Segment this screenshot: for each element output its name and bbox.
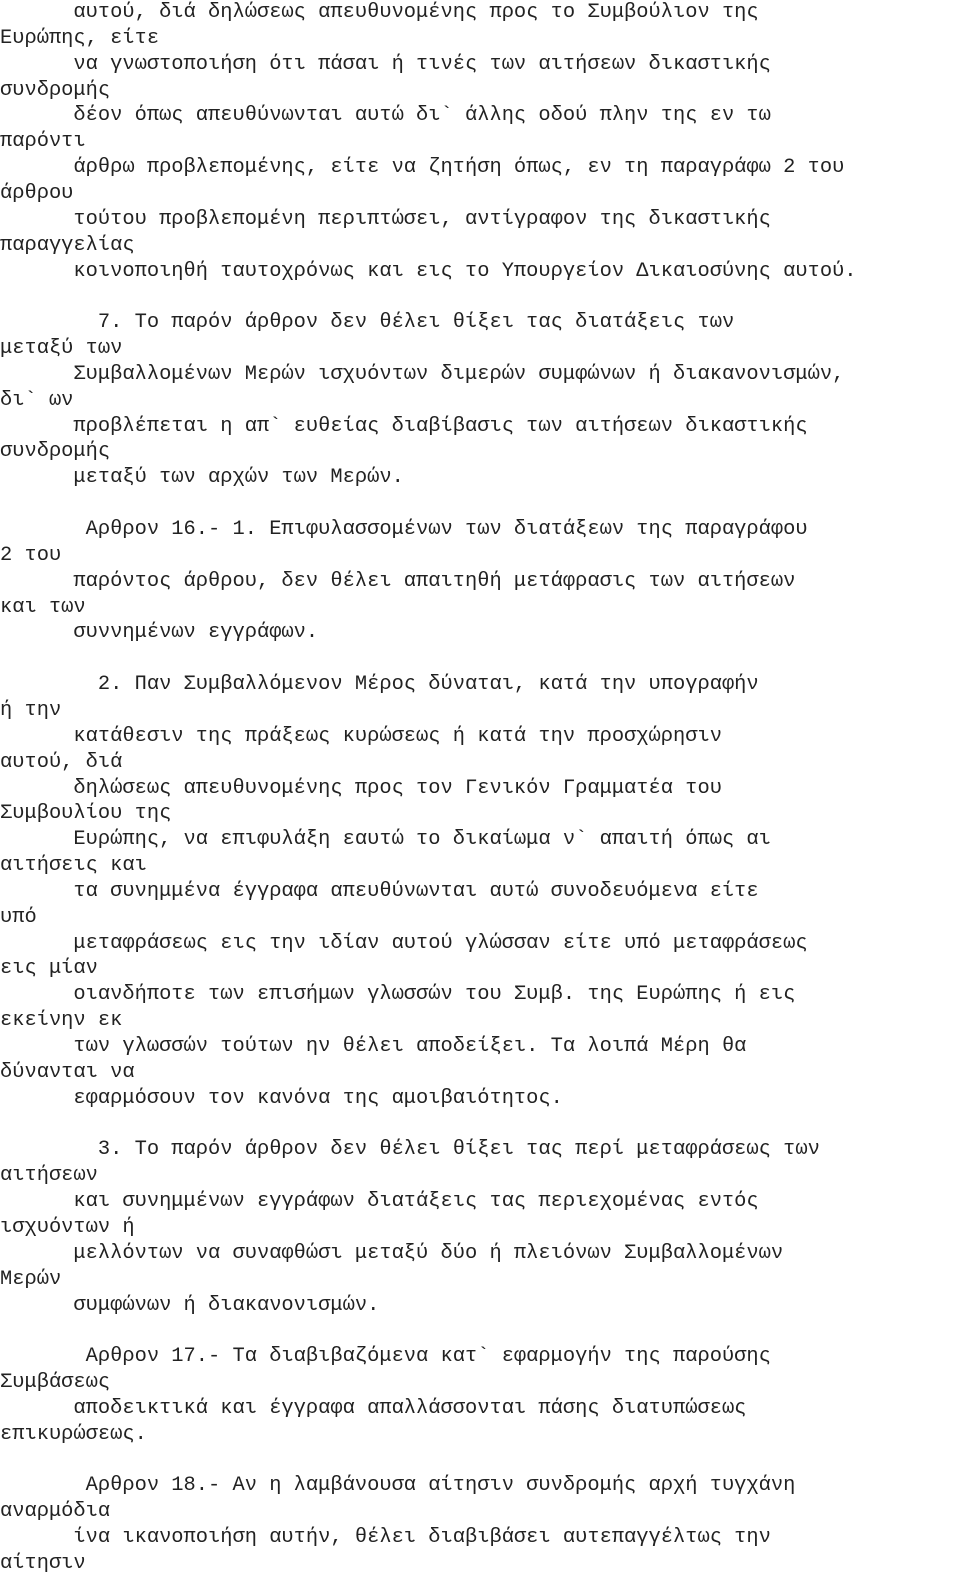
text-line: ή την <box>0 698 62 722</box>
text-line: Συμβάσεως <box>0 1371 111 1395</box>
text-line: εκείνην εκ <box>0 1009 123 1033</box>
text-line: παρόντι <box>0 130 86 154</box>
text-line: μεταξύ των <box>0 337 123 361</box>
text-line: αυτού, διά δηλώσεως απευθυνομένης προς το Συμβούλιον της <box>0 1 759 24</box>
text-line: αυτού, διά <box>0 750 123 774</box>
text-line: εις μίαν <box>0 957 98 981</box>
text-line: επικυρώσεως. <box>0 1422 147 1446</box>
text-line: τούτου προβλεπομένη περιπτώσει, αντίγραφον της δικαστικής <box>0 207 771 231</box>
text-line: και των <box>0 595 86 619</box>
text-line: μελλόντων να συναφθώσι μεταξύ δύο ή πλειόνων Συμβαλλομένων <box>0 1241 784 1265</box>
text-line: συνδρομής <box>0 440 111 464</box>
text-line: να γνωστοποιήση ότι πάσαι ή τινές των αιτήσεων δικαστικής <box>0 52 771 76</box>
text-line: συμφώνων ή διακανονισμών. <box>0 1293 380 1317</box>
text-line: αιτήσεις και <box>0 854 147 878</box>
text-line: ισχυόντων ή <box>0 1215 135 1239</box>
text-line: δηλώσεως απευθυνομένης προς τον Γενικόν Γραμματέα του <box>0 776 722 800</box>
text-line: δύνανται να <box>0 1060 135 1084</box>
text-line: 3. Το παρόν άρθρον δεν θέλει θίξει τας περί μεταφράσεως των <box>0 1138 820 1162</box>
text-line: αίτησιν <box>0 1552 86 1575</box>
text-line: 7. Το παρόν άρθρον δεν θέλει θίξει τας διατάξεις των <box>0 311 735 335</box>
text-line: άρθρου <box>0 181 74 205</box>
text-line: παρόντος άρθρου, δεν θέλει απαιτηθή μετάφρασις των αιτήσεων <box>0 569 796 593</box>
text-line: εφαρμόσουν τον κανόνα της αμοιβαιότητος. <box>0 1086 563 1110</box>
text-line: κοινοποιηθή ταυτοχρόνως και εις το Υπουργείον Δικαιοσύνης αυτού. <box>0 259 857 283</box>
text-line: προβλέπεται η απ` ευθείας διαβίβασις των αιτήσεων δικαστικής <box>0 414 808 438</box>
text-line: Μερών <box>0 1267 62 1291</box>
text-line: Συμβουλίου της <box>0 802 172 826</box>
text-line: μεταφράσεως εις την ιδίαν αυτού γλώσσαν είτε υπό μεταφράσεως <box>0 931 808 955</box>
text-line: υπό <box>0 905 37 929</box>
text-line: Ευρώπης, να επιφυλάξη εαυτώ το δικαίωμα ν` απαιτή όπως αι <box>0 828 771 852</box>
text-line: Αρθρον 18.- Αν η λαμβάνουσα αίτησιν συνδρομής αρχή τυγχάνη <box>0 1474 796 1498</box>
text-line: παραγγελίας <box>0 233 135 257</box>
text-line: αιτήσεων <box>0 1164 98 1188</box>
text-line: ίνα ικανοποιήση αυτήν, θέλει διαβιβάσει αυτεπαγγέλτως την <box>0 1526 771 1550</box>
text-line: Ευρώπης, είτε <box>0 26 160 50</box>
text-line: αποδεικτικά και έγγραφα απαλλάσσονται πάσης διατυπώσεως <box>0 1396 747 1420</box>
text-line: δι` ων <box>0 388 74 412</box>
text-line: και συνημμένων εγγράφων διατάξεις τας περιεχομένας εντός <box>0 1190 759 1214</box>
text-line: δέον όπως απευθύνωνται αυτώ δι` άλλης οδού πλην της εν τω <box>0 104 771 128</box>
text-line: 2. Παν Συμβαλλόμενον Μέρος δύναται, κατά την υπογραφήν <box>0 673 759 697</box>
text-line: Συμβαλλομένων Μερών ισχυόντων διμερών συμφώνων ή διακανονισμών, <box>0 362 845 386</box>
text-line: συνδρομής <box>0 78 111 102</box>
text-line: συννημένων εγγράφων. <box>0 621 319 645</box>
text-line: Αρθρον 16.- 1. Επιφυλασσομένων των διατάξεων της παραγράφου <box>0 518 808 541</box>
text-line: μεταξύ των αρχών των Μερών. <box>0 466 404 490</box>
text-line: 2 του <box>0 543 62 567</box>
text-line: οιανδήποτε των επισήμων γλωσσών του Συμβ. της Ευρώπης ή εις <box>0 983 796 1007</box>
text-line: κατάθεσιν της πράξεως κυρώσεως ή κατά την προσχώρησιν <box>0 724 722 748</box>
text-line: αναρμόδια <box>0 1500 111 1524</box>
text-line: τα συνημμένα έγγραφα απευθύνωνται αυτώ συνοδευόμενα είτε <box>0 879 759 903</box>
text-line: Αρθρον 17.- Τα διαβιβαζόμενα κατ` εφαρμογήν της παρούσης <box>0 1345 771 1369</box>
text-line: άρθρω προβλεπομένης, είτε να ζητήση όπως, εν τη παραγράφω 2 του <box>0 156 845 180</box>
text-line: των γλωσσών τούτων ην θέλει αποδείξει. Τα λοιπά Μέρη θα <box>0 1035 747 1058</box>
